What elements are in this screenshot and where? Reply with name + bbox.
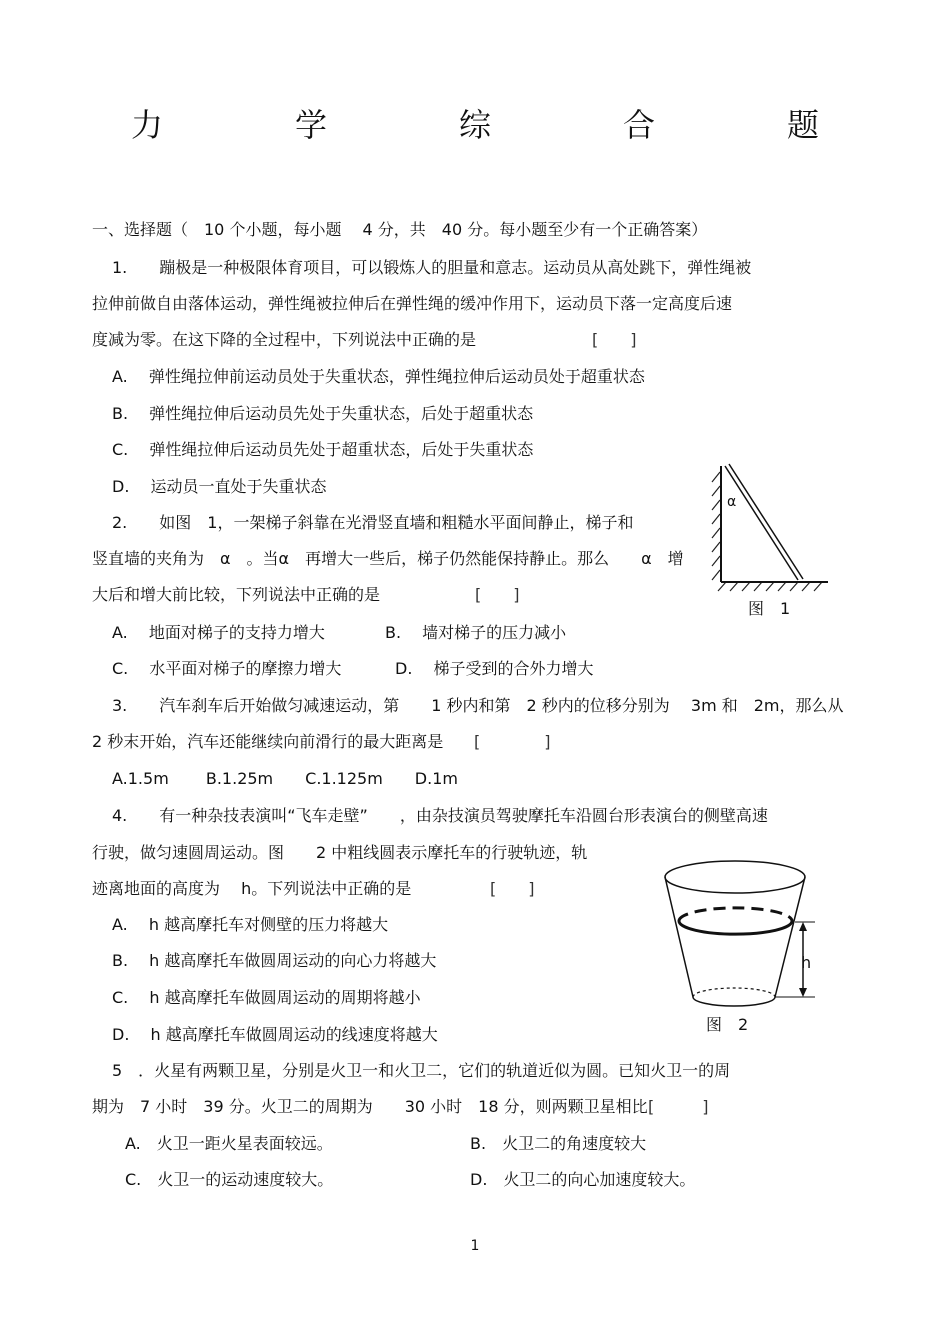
track-back [679, 908, 792, 921]
q2-option-b: B. 墙对梯子的压力减小 [385, 623, 567, 642]
q4-option-b: B. h 越高摩托车做圆周运动的向心力将越大 [112, 951, 437, 970]
q1-option-c: C. 弹性绳拉伸后运动员先处于超重状态，后处于失重状态 [112, 440, 534, 459]
track-front [679, 921, 792, 934]
height-arrow-up [799, 922, 807, 931]
q2-option-c: C. 水平面对梯子的摩擦力增大 [112, 659, 342, 678]
page-number: 1 [470, 1238, 480, 1254]
ground-hatching [718, 582, 822, 591]
q1-option-d: D. 运动员一直处于失重状态 [112, 477, 327, 496]
q5-answer-bracket: [ ] [648, 1097, 709, 1116]
q4-answer-bracket: [ ] [490, 879, 535, 898]
q2-line-2: 竖直墙的夹角为 α 。当α 再增大一些后，梯子仍然能保持静止。那么 α 增 [92, 549, 684, 568]
q3-answer-bracket: [ ] [474, 732, 551, 751]
figure-2-cone-diagram [655, 855, 830, 1015]
q5-option-b: B. 火卫二的角速度较大 [470, 1134, 647, 1153]
ladder-edge-1 [725, 466, 798, 580]
q4-option-a: A. h 越高摩托车对侧壁的压力将越大 [112, 915, 389, 934]
q4-line-1: 4. 有一种杂技表演叫“飞车走壁” ，由杂技演员驾驶摩托车沿圆台形表演台的侧壁高速 [112, 806, 768, 825]
q1-line-2: 拉伸前做自由落体运动，弹性绳被拉伸后在弹性绳的缓冲作用下，运动员下落一定高度后速 [92, 294, 733, 313]
left-side [665, 877, 693, 997]
height-arrow-down [799, 988, 807, 997]
q1-line-3: 度减为零。在这下降的全过程中，下列说法中正确的是 [92, 330, 477, 349]
q4-option-d: D. h 越高摩托车做圆周运动的线速度将越大 [112, 1025, 438, 1044]
q1-option-a: A. 弹性绳拉伸前运动员处于失重状态，弹性绳拉伸后运动员处于超重状态 [112, 367, 645, 386]
q2-option-a: A. 地面对梯子的支持力增大 [112, 623, 325, 642]
wall-hatching [712, 472, 720, 580]
top-rim [665, 861, 805, 893]
q2-answer-bracket: [ ] [475, 585, 520, 604]
q5-line-2: 期为 7 小时 39 分。火卫二的周期为 30 小时 18 分，则两颗卫星相比 [92, 1097, 648, 1116]
q5-line-1: 5 ．火星有两颗卫星，分别是火卫一和火卫二，它们的轨道近似为圆。已知火卫一的周 [112, 1061, 731, 1080]
q5-option-c: C. 火卫一的运动速度较大。 [125, 1170, 334, 1189]
q2-line-3: 大后和增大前比较，下列说法中正确的是 [92, 585, 381, 604]
q2-line-1: 2. 如图 1，一架梯子斜靠在光滑竖直墙和粗糙水平面间静止，梯子和 [112, 513, 634, 532]
q5-option-d: D. 火卫二的向心加速度较大。 [470, 1170, 696, 1189]
ladder-edge-2 [729, 464, 803, 579]
right-side [775, 877, 805, 997]
q3-options: A.1.5m B.1.25m C.1.125m D.1m [112, 769, 458, 788]
q2-option-d: D. 梯子受到的合外力增大 [395, 659, 594, 678]
q4-option-c: C. h 越高摩托车做圆周运动的周期将越小 [112, 988, 421, 1007]
q3-line-2: 2 秒末开始，汽车还能继续向前滑行的最大距离是 [92, 732, 444, 751]
section-heading: 一、选择题（ 10 个小题，每小题 4 分，共 40 分。每小题至少有一个正确答案） [92, 220, 708, 239]
q1-line-1: 1. 蹦极是一种极限体育项目，可以锻炼人的胆量和意志。运动员从高处跳下，弹性绳被 [112, 258, 752, 277]
q1-answer-bracket: [ ] [592, 330, 637, 349]
q1-option-b: B. 弹性绳拉伸后运动员先处于失重状态，后处于超重状态 [112, 404, 534, 423]
q4-line-3: 迹离地面的高度为 h。下列说法中正确的是 [92, 879, 412, 898]
page-title: 力 学 综 合 题 [130, 106, 869, 144]
figure-2-caption: 图 2 [706, 1015, 749, 1034]
figure-1-caption: 图 1 [748, 599, 791, 618]
q3-line-1: 3. 汽车刹车后开始做匀减速运动，第 1 秒内和第 2 秒内的位移分别为 3m 和 2m，那么从 [112, 696, 844, 715]
alpha-label: α [727, 494, 737, 510]
figure-1-ladder-diagram [708, 460, 838, 605]
q5-option-a: A. 火卫一距火星表面较远。 [125, 1134, 333, 1153]
q4-line-2: 行驶，做匀速圆周运动。图 2 中粗线圆表示摩托车的行驶轨迹，轨 [92, 843, 588, 862]
height-label: h [801, 953, 812, 972]
bottom-back [693, 988, 775, 997]
bottom-front [693, 997, 775, 1006]
